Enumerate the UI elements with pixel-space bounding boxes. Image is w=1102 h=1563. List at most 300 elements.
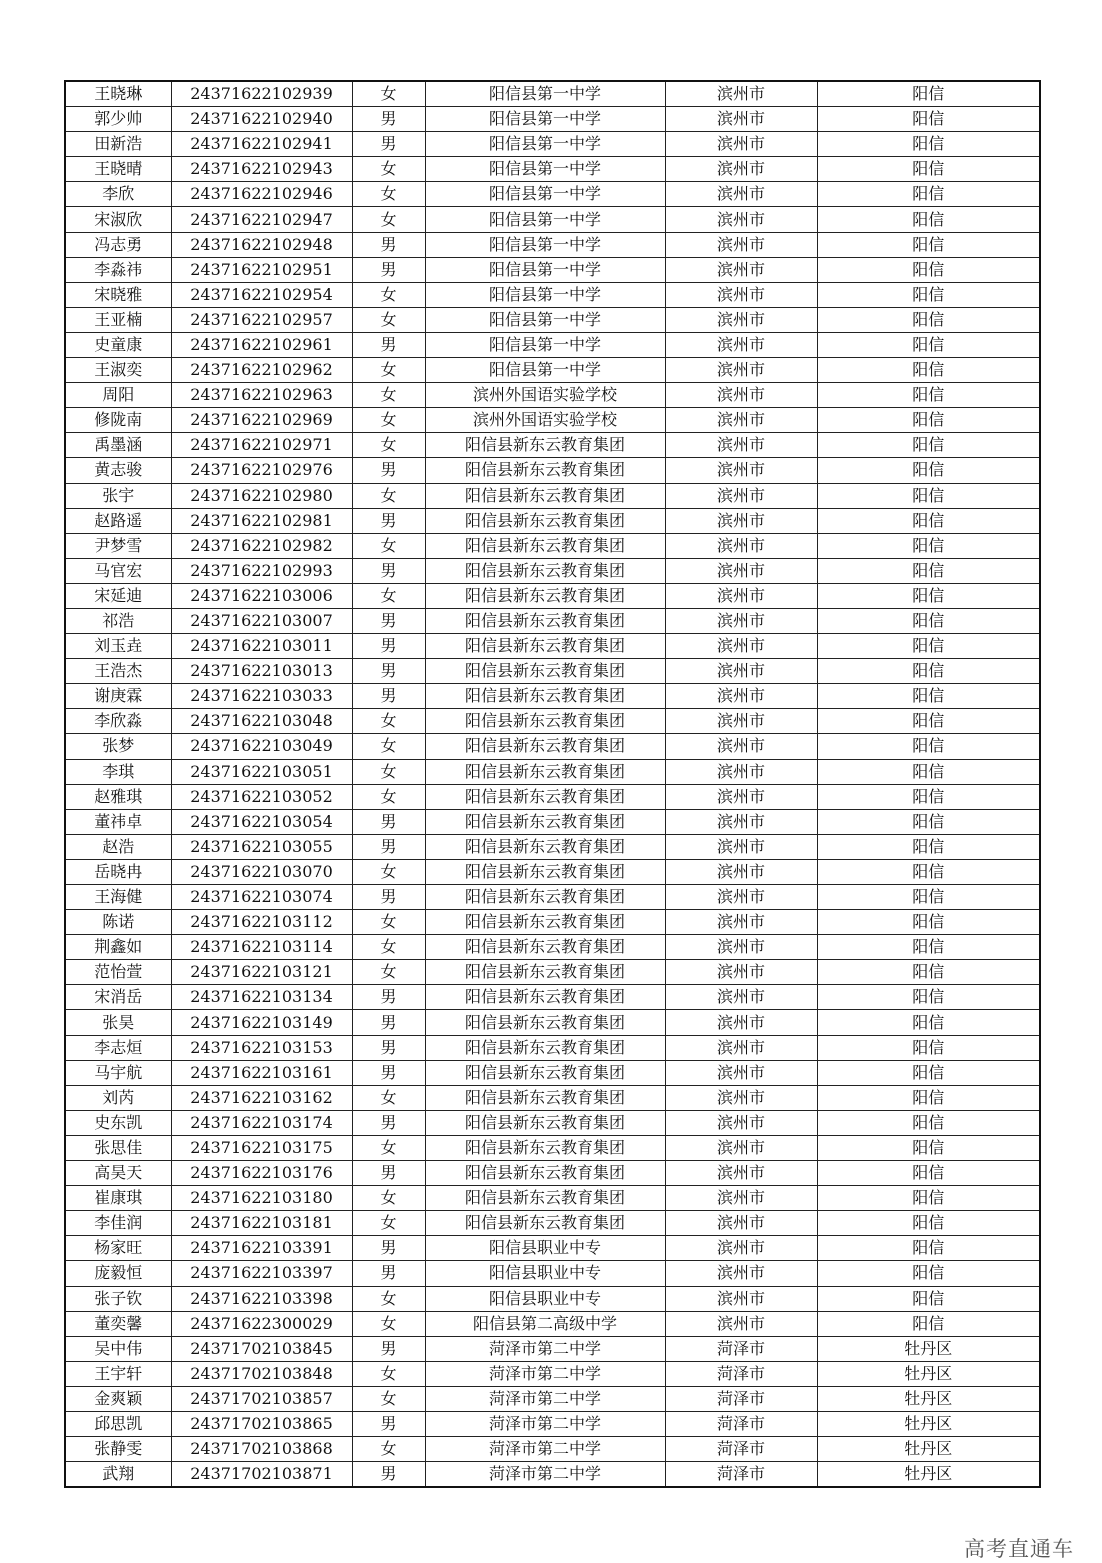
school-name-cell: 阳信县新东云教育集团 (425, 935, 665, 960)
county-cell: 阳信 (817, 157, 1040, 182)
exam-number-cell: 24371622103048 (171, 709, 352, 734)
county-cell: 阳信 (817, 1035, 1040, 1060)
school-name-cell: 阳信县新东云教育集团 (425, 1186, 665, 1211)
exam-number-cell: 24371622103398 (171, 1286, 352, 1311)
exam-number-cell: 24371622103052 (171, 784, 352, 809)
school-name-cell: 阳信县第一中学 (425, 107, 665, 132)
gender-cell: 女 (352, 709, 425, 734)
exam-number-cell: 24371622102947 (171, 207, 352, 232)
gender-cell: 男 (352, 608, 425, 633)
student-name-cell: 宋延迪 (65, 583, 171, 608)
city-cell: 滨州市 (665, 935, 817, 960)
student-name-cell: 张昊 (65, 1010, 171, 1035)
gender-cell: 女 (352, 433, 425, 458)
city-cell: 滨州市 (665, 1110, 817, 1135)
school-name-cell: 阳信县职业中专 (425, 1261, 665, 1286)
city-cell: 菏泽市 (665, 1336, 817, 1361)
county-cell: 阳信 (817, 257, 1040, 282)
table-row (65, 132, 1040, 157)
table-row (65, 107, 1040, 132)
exam-number-cell: 24371622103391 (171, 1236, 352, 1261)
exam-number-cell: 24371622102957 (171, 307, 352, 332)
city-cell: 滨州市 (665, 809, 817, 834)
student-name-cell: 史东凯 (65, 1110, 171, 1135)
school-name-cell: 阳信县新东云教育集团 (425, 1035, 665, 1060)
county-cell: 阳信 (817, 709, 1040, 734)
exam-number-cell: 24371622102962 (171, 358, 352, 383)
table-row (65, 834, 1040, 859)
county-cell: 牡丹区 (817, 1437, 1040, 1462)
exam-number-cell: 24371622103070 (171, 859, 352, 884)
table-row (65, 659, 1040, 684)
county-cell: 阳信 (817, 784, 1040, 809)
school-name-cell: 阳信县新东云教育集团 (425, 759, 665, 784)
table-row (65, 81, 1040, 107)
table-row (65, 1110, 1040, 1135)
school-name-cell: 阳信县第一中学 (425, 257, 665, 282)
gender-cell: 男 (352, 1336, 425, 1361)
exam-number-cell: 24371622102981 (171, 508, 352, 533)
school-name-cell: 阳信县新东云教育集团 (425, 1085, 665, 1110)
student-name-cell: 李欣淼 (65, 709, 171, 734)
city-cell: 滨州市 (665, 1311, 817, 1336)
student-name-cell: 黄志骏 (65, 458, 171, 483)
table-row (65, 935, 1040, 960)
county-cell: 阳信 (817, 383, 1040, 408)
gender-cell: 男 (352, 684, 425, 709)
exam-number-cell: 24371622103054 (171, 809, 352, 834)
school-name-cell: 阳信县新东云教育集团 (425, 583, 665, 608)
student-name-cell: 李欣 (65, 182, 171, 207)
table-row (65, 182, 1040, 207)
school-name-cell: 阳信县新东云教育集团 (425, 458, 665, 483)
exam-number-cell: 24371622102941 (171, 132, 352, 157)
gender-cell: 女 (352, 157, 425, 182)
exam-number-cell: 24371622103181 (171, 1211, 352, 1236)
student-name-cell: 宋消岳 (65, 985, 171, 1010)
county-cell: 牡丹区 (817, 1462, 1040, 1488)
table-row (65, 809, 1040, 834)
county-cell: 阳信 (817, 207, 1040, 232)
table-row (65, 1286, 1040, 1311)
county-cell: 阳信 (817, 608, 1040, 633)
exam-number-cell: 24371622300029 (171, 1311, 352, 1336)
exam-number-cell: 24371622103006 (171, 583, 352, 608)
student-name-cell: 禹墨涵 (65, 433, 171, 458)
exam-number-cell: 24371622103162 (171, 1085, 352, 1110)
gender-cell: 女 (352, 1361, 425, 1386)
city-cell: 滨州市 (665, 1261, 817, 1286)
county-cell: 阳信 (817, 81, 1040, 107)
gender-cell: 女 (352, 1211, 425, 1236)
county-cell: 阳信 (817, 1010, 1040, 1035)
school-name-cell: 阳信县新东云教育集团 (425, 960, 665, 985)
table-row (65, 734, 1040, 759)
county-cell: 阳信 (817, 809, 1040, 834)
table-row (65, 1336, 1040, 1361)
exam-number-cell: 24371702103868 (171, 1437, 352, 1462)
school-name-cell: 阳信县第一中学 (425, 332, 665, 357)
student-name-cell: 董奕馨 (65, 1311, 171, 1336)
student-name-cell: 李淼祎 (65, 257, 171, 282)
table-row (65, 1462, 1040, 1488)
gender-cell: 男 (352, 634, 425, 659)
school-name-cell: 阳信县第一中学 (425, 182, 665, 207)
city-cell: 滨州市 (665, 508, 817, 533)
gender-cell: 女 (352, 358, 425, 383)
school-name-cell: 阳信县新东云教育集团 (425, 784, 665, 809)
county-cell: 牡丹区 (817, 1336, 1040, 1361)
county-cell: 阳信 (817, 307, 1040, 332)
gender-cell: 女 (352, 207, 425, 232)
exam-number-cell: 24371622102954 (171, 282, 352, 307)
gender-cell: 女 (352, 182, 425, 207)
city-cell: 滨州市 (665, 558, 817, 583)
city-cell: 滨州市 (665, 182, 817, 207)
gender-cell: 男 (352, 834, 425, 859)
exam-number-cell: 24371622103074 (171, 885, 352, 910)
county-cell: 阳信 (817, 859, 1040, 884)
table-row (65, 1236, 1040, 1261)
gender-cell: 女 (352, 859, 425, 884)
table-row (65, 583, 1040, 608)
roster-body (65, 81, 1040, 1487)
exam-number-cell: 24371622102943 (171, 157, 352, 182)
city-cell: 滨州市 (665, 1010, 817, 1035)
gender-cell: 女 (352, 1386, 425, 1411)
student-name-cell: 庞毅恒 (65, 1261, 171, 1286)
city-cell: 滨州市 (665, 207, 817, 232)
student-name-cell: 修陇南 (65, 408, 171, 433)
exam-number-cell: 24371622103011 (171, 634, 352, 659)
city-cell: 滨州市 (665, 608, 817, 633)
gender-cell: 男 (352, 558, 425, 583)
school-name-cell: 阳信县新东云教育集团 (425, 809, 665, 834)
county-cell: 阳信 (817, 1186, 1040, 1211)
exam-number-cell: 24371622103174 (171, 1110, 352, 1135)
gender-cell: 女 (352, 408, 425, 433)
exam-number-cell: 24371622103153 (171, 1035, 352, 1060)
county-cell: 阳信 (817, 935, 1040, 960)
city-cell: 滨州市 (665, 583, 817, 608)
table-row (65, 608, 1040, 633)
table-row (65, 784, 1040, 809)
city-cell: 滨州市 (665, 433, 817, 458)
school-name-cell: 阳信县新东云教育集团 (425, 533, 665, 558)
student-name-cell: 李志烜 (65, 1035, 171, 1060)
school-name-cell: 菏泽市第二中学 (425, 1336, 665, 1361)
school-name-cell: 阳信县新东云教育集团 (425, 433, 665, 458)
city-cell: 菏泽市 (665, 1386, 817, 1411)
table-row (65, 508, 1040, 533)
school-name-cell: 阳信县职业中专 (425, 1286, 665, 1311)
exam-number-cell: 24371622103176 (171, 1161, 352, 1186)
school-name-cell: 滨州外国语实验学校 (425, 408, 665, 433)
exam-number-cell: 24371702103845 (171, 1336, 352, 1361)
table-row (65, 1411, 1040, 1436)
county-cell: 阳信 (817, 1060, 1040, 1085)
student-name-cell: 冯志勇 (65, 232, 171, 257)
school-name-cell: 阳信县新东云教育集团 (425, 885, 665, 910)
exam-number-cell: 24371702103857 (171, 1386, 352, 1411)
student-name-cell: 王淑奕 (65, 358, 171, 383)
county-cell: 阳信 (817, 1211, 1040, 1236)
city-cell: 滨州市 (665, 709, 817, 734)
school-name-cell: 阳信县第一中学 (425, 132, 665, 157)
county-cell: 牡丹区 (817, 1411, 1040, 1436)
table-row (65, 910, 1040, 935)
table-row (65, 1386, 1040, 1411)
county-cell: 阳信 (817, 358, 1040, 383)
school-name-cell: 阳信县第一中学 (425, 358, 665, 383)
county-cell: 阳信 (817, 107, 1040, 132)
exam-number-cell: 24371622103180 (171, 1186, 352, 1211)
county-cell: 阳信 (817, 1236, 1040, 1261)
student-name-cell: 赵雅琪 (65, 784, 171, 809)
table-row (65, 1060, 1040, 1085)
gender-cell: 男 (352, 332, 425, 357)
county-cell: 阳信 (817, 1110, 1040, 1135)
county-cell: 牡丹区 (817, 1361, 1040, 1386)
student-name-cell: 宋淑欣 (65, 207, 171, 232)
county-cell: 牡丹区 (817, 1386, 1040, 1411)
school-name-cell: 菏泽市第二中学 (425, 1462, 665, 1488)
city-cell: 滨州市 (665, 1286, 817, 1311)
student-name-cell: 宋晓雅 (65, 282, 171, 307)
county-cell: 阳信 (817, 759, 1040, 784)
school-name-cell: 阳信县第一中学 (425, 232, 665, 257)
student-name-cell: 杨家旺 (65, 1236, 171, 1261)
exam-number-cell: 24371622103114 (171, 935, 352, 960)
table-row (65, 282, 1040, 307)
county-cell: 阳信 (817, 1161, 1040, 1186)
table-row (65, 1135, 1040, 1160)
city-cell: 滨州市 (665, 458, 817, 483)
school-name-cell: 阳信县新东云教育集团 (425, 508, 665, 533)
gender-cell: 女 (352, 1311, 425, 1336)
student-name-cell: 张静雯 (65, 1437, 171, 1462)
gender-cell: 男 (352, 1035, 425, 1060)
school-name-cell: 阳信县新东云教育集团 (425, 483, 665, 508)
city-cell: 滨州市 (665, 307, 817, 332)
county-cell: 阳信 (817, 132, 1040, 157)
table-row (65, 157, 1040, 182)
city-cell: 滨州市 (665, 859, 817, 884)
school-name-cell: 阳信县新东云教育集团 (425, 1010, 665, 1035)
table-row (65, 232, 1040, 257)
county-cell: 阳信 (817, 1261, 1040, 1286)
table-row (65, 433, 1040, 458)
city-cell: 滨州市 (665, 107, 817, 132)
school-name-cell: 阳信县新东云教育集团 (425, 608, 665, 633)
student-name-cell: 尹梦雪 (65, 533, 171, 558)
county-cell: 阳信 (817, 634, 1040, 659)
school-name-cell: 菏泽市第二中学 (425, 1386, 665, 1411)
county-cell: 阳信 (817, 332, 1040, 357)
exam-number-cell: 24371622103013 (171, 659, 352, 684)
student-name-cell: 王海健 (65, 885, 171, 910)
student-name-cell: 武翔 (65, 1462, 171, 1488)
school-name-cell: 阳信县新东云教育集团 (425, 910, 665, 935)
gender-cell: 女 (352, 1085, 425, 1110)
school-name-cell: 阳信县第二高级中学 (425, 1311, 665, 1336)
gender-cell: 女 (352, 307, 425, 332)
gender-cell: 男 (352, 885, 425, 910)
student-name-cell: 赵路遥 (65, 508, 171, 533)
city-cell: 滨州市 (665, 1211, 817, 1236)
table-row (65, 960, 1040, 985)
student-name-cell: 崔康琪 (65, 1186, 171, 1211)
exam-number-cell: 24371622102961 (171, 332, 352, 357)
gender-cell: 女 (352, 383, 425, 408)
school-name-cell: 滨州外国语实验学校 (425, 383, 665, 408)
student-name-cell: 邱思凯 (65, 1411, 171, 1436)
city-cell: 菏泽市 (665, 1462, 817, 1488)
exam-number-cell: 24371622102963 (171, 383, 352, 408)
gender-cell: 男 (352, 1010, 425, 1035)
table-row (65, 408, 1040, 433)
city-cell: 滨州市 (665, 533, 817, 558)
gender-cell: 女 (352, 784, 425, 809)
table-row (65, 885, 1040, 910)
student-name-cell: 张宇 (65, 483, 171, 508)
gender-cell: 男 (352, 1261, 425, 1286)
county-cell: 阳信 (817, 458, 1040, 483)
exam-number-cell: 24371622102951 (171, 257, 352, 282)
table-row (65, 257, 1040, 282)
table-row (65, 358, 1040, 383)
gender-cell: 女 (352, 1186, 425, 1211)
student-name-cell: 马官宏 (65, 558, 171, 583)
table-row (65, 1261, 1040, 1286)
school-name-cell: 阳信县新东云教育集团 (425, 1211, 665, 1236)
gender-cell: 男 (352, 985, 425, 1010)
city-cell: 滨州市 (665, 408, 817, 433)
table-row (65, 859, 1040, 884)
city-cell: 菏泽市 (665, 1361, 817, 1386)
city-cell: 滨州市 (665, 759, 817, 784)
table-row (65, 1211, 1040, 1236)
student-name-cell: 李琪 (65, 759, 171, 784)
county-cell: 阳信 (817, 659, 1040, 684)
exam-number-cell: 24371622103055 (171, 834, 352, 859)
school-name-cell: 阳信县第一中学 (425, 81, 665, 107)
student-name-cell: 范怡萱 (65, 960, 171, 985)
city-cell: 滨州市 (665, 383, 817, 408)
exam-number-cell: 24371702103865 (171, 1411, 352, 1436)
county-cell: 阳信 (817, 182, 1040, 207)
city-cell: 滨州市 (665, 1085, 817, 1110)
city-cell: 滨州市 (665, 734, 817, 759)
table-row (65, 1085, 1040, 1110)
gender-cell: 男 (352, 107, 425, 132)
student-name-cell: 岳晓冉 (65, 859, 171, 884)
city-cell: 滨州市 (665, 1236, 817, 1261)
school-name-cell: 菏泽市第二中学 (425, 1437, 665, 1462)
city-cell: 滨州市 (665, 1035, 817, 1060)
student-name-cell: 周阳 (65, 383, 171, 408)
gender-cell: 男 (352, 508, 425, 533)
student-name-cell: 董祎卓 (65, 809, 171, 834)
table-row (65, 1161, 1040, 1186)
county-cell: 阳信 (817, 583, 1040, 608)
exam-number-cell: 24371622102946 (171, 182, 352, 207)
city-cell: 滨州市 (665, 910, 817, 935)
city-cell: 滨州市 (665, 960, 817, 985)
school-name-cell: 阳信县第一中学 (425, 282, 665, 307)
exam-number-cell: 24371622102993 (171, 558, 352, 583)
exam-number-cell: 24371622103149 (171, 1010, 352, 1035)
table-row (65, 533, 1040, 558)
table-row (65, 307, 1040, 332)
school-name-cell: 阳信县新东云教育集团 (425, 859, 665, 884)
exam-number-cell: 24371622103051 (171, 759, 352, 784)
school-name-cell: 阳信县新东云教育集团 (425, 834, 665, 859)
student-name-cell: 吴中伟 (65, 1336, 171, 1361)
city-cell: 滨州市 (665, 132, 817, 157)
city-cell: 滨州市 (665, 1161, 817, 1186)
city-cell: 滨州市 (665, 985, 817, 1010)
exam-number-cell: 24371622103397 (171, 1261, 352, 1286)
gender-cell: 男 (352, 809, 425, 834)
gender-cell: 男 (352, 659, 425, 684)
student-name-cell: 王晓晴 (65, 157, 171, 182)
gender-cell: 男 (352, 1411, 425, 1436)
school-name-cell: 阳信县第一中学 (425, 207, 665, 232)
gender-cell: 男 (352, 257, 425, 282)
county-cell: 阳信 (817, 408, 1040, 433)
exam-number-cell: 24371622102980 (171, 483, 352, 508)
school-name-cell: 菏泽市第二中学 (425, 1411, 665, 1436)
city-cell: 滨州市 (665, 1135, 817, 1160)
student-name-cell: 张梦 (65, 734, 171, 759)
gender-cell: 男 (352, 1462, 425, 1488)
city-cell: 菏泽市 (665, 1411, 817, 1436)
student-name-cell: 谢庚霖 (65, 684, 171, 709)
gender-cell: 男 (352, 232, 425, 257)
county-cell: 阳信 (817, 834, 1040, 859)
county-cell: 阳信 (817, 734, 1040, 759)
exam-number-cell: 24371622102948 (171, 232, 352, 257)
county-cell: 阳信 (817, 232, 1040, 257)
student-name-cell: 史童康 (65, 332, 171, 357)
county-cell: 阳信 (817, 483, 1040, 508)
student-name-cell: 刘芮 (65, 1085, 171, 1110)
county-cell: 阳信 (817, 684, 1040, 709)
gender-cell: 男 (352, 1236, 425, 1261)
table-row (65, 1437, 1040, 1462)
exam-number-cell: 24371622103007 (171, 608, 352, 633)
gender-cell: 女 (352, 1286, 425, 1311)
county-cell: 阳信 (817, 1135, 1040, 1160)
gender-cell: 女 (352, 81, 425, 107)
county-cell: 阳信 (817, 985, 1040, 1010)
student-name-cell: 赵浩 (65, 834, 171, 859)
city-cell: 滨州市 (665, 157, 817, 182)
city-cell: 滨州市 (665, 885, 817, 910)
city-cell: 滨州市 (665, 282, 817, 307)
school-name-cell: 阳信县第一中学 (425, 307, 665, 332)
exam-number-cell: 24371622103033 (171, 684, 352, 709)
county-cell: 阳信 (817, 960, 1040, 985)
table-row (65, 1361, 1040, 1386)
student-name-cell: 王浩杰 (65, 659, 171, 684)
city-cell: 滨州市 (665, 483, 817, 508)
student-name-cell: 张思佳 (65, 1135, 171, 1160)
exam-number-cell: 24371622103112 (171, 910, 352, 935)
city-cell: 滨州市 (665, 634, 817, 659)
student-name-cell: 刘玉垚 (65, 634, 171, 659)
